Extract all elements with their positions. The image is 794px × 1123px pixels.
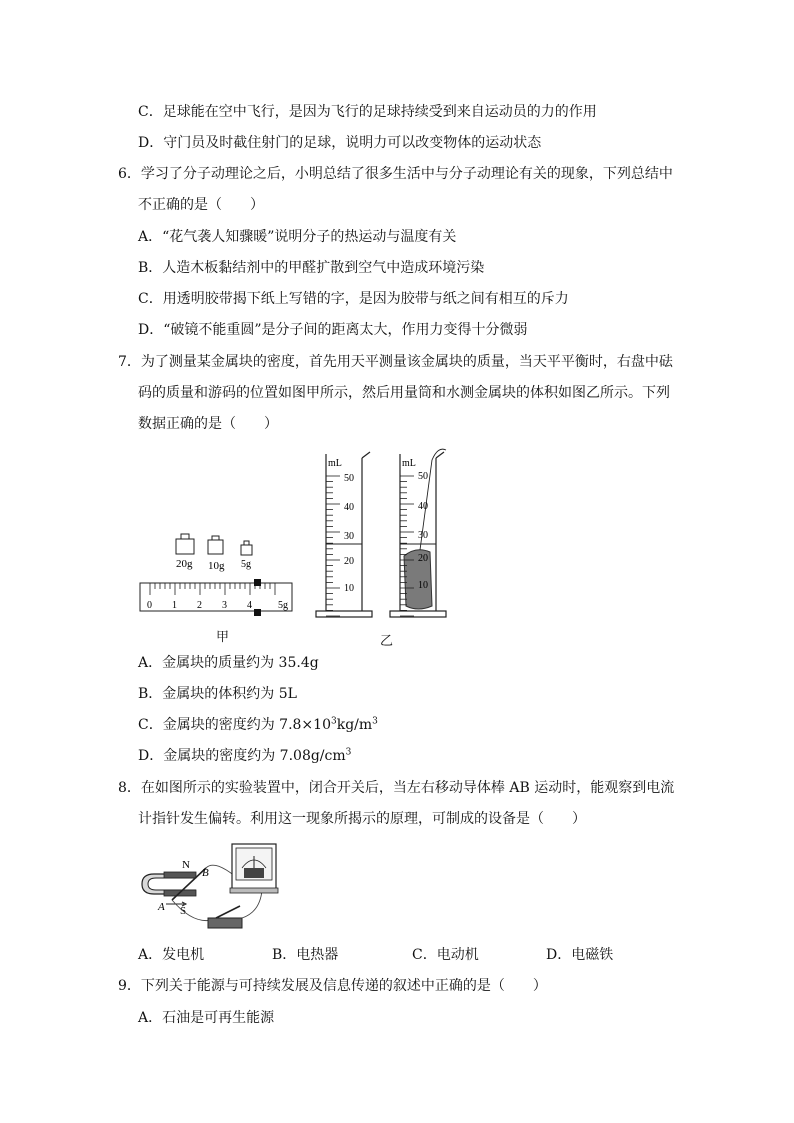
weight-label-20g: 20g (176, 558, 193, 570)
weight-20g-icon (176, 534, 194, 554)
scale-tick-label: 5g (278, 600, 288, 611)
q7-option-c: C．金属块的密度约为 $7.8\times 10^3kg/m^3$ (138, 716, 378, 733)
q7-stem-line1: 7．为了测量某金属块的密度，首先用天平测量该金属块的质量，当天平平衡时，右盘中砝 (118, 354, 673, 370)
q6-option-c: C．用透明胶带揭下纸上写错的字，是因为胶带与纸之间有相互的斥力 (138, 291, 569, 307)
q7-stem-line3: 数据正确的是（ ） (138, 416, 278, 432)
q6-option-b: B．人造木板黏结剂中的甲醛扩散到空气中造成环境污染 (138, 260, 485, 276)
cyl-tick-label: 30 (418, 530, 428, 541)
q5-option-c: C．足球能在空中飞行，是因为飞行的足球持续受到来自运动员的力的作用 (138, 104, 597, 120)
q8-option-c: C．电动机 (412, 947, 479, 963)
cylinder-water-only (316, 452, 372, 617)
balance-scale-bar (140, 583, 292, 611)
q8-option-d: D．电磁铁 (546, 947, 614, 963)
q7-option-a: A．金属块的质量约为 35.4g (138, 655, 319, 671)
q6-stem-line1: 6．学习了分子动理论之后，小明总结了很多生活中与分子动理论有关的现象，下列总结中 (118, 166, 673, 182)
cyl-tick-label: 10 (344, 583, 354, 594)
rider-bottom (254, 609, 261, 616)
q8-option-a: A．发电机 (138, 947, 205, 963)
balance-weights-figure (130, 525, 300, 620)
q6-option-d: D．“破镜不能重圆”是分子间的距离太大，作用力变得十分微弱 (138, 322, 528, 338)
rider-top (254, 579, 261, 586)
weight-label-10g: 10g (208, 560, 225, 572)
q6-stem-line2: 不正确的是（ ） (138, 197, 264, 213)
cyl-tick-label: 20 (418, 553, 428, 564)
cylinder-unit-label: mL (402, 458, 416, 469)
q8-stem-line1: 8．在如图所示的实验装置中，闭合开关后，当左右移动导体棒 AB 运动时，能观察到电流 (118, 780, 675, 796)
scale-tick-label: 2 (197, 600, 202, 611)
scale-tick-label: 0 (147, 600, 152, 611)
q6-option-a: A．“花气袭人知骤暖”说明分子的热运动与温度有关 (138, 229, 457, 245)
cyl-tick-label: 50 (418, 471, 428, 482)
cyl-tick-label: 10 (418, 580, 428, 591)
cyl-tick-label: 40 (418, 501, 428, 512)
scale-tick-label: 1 (172, 600, 177, 611)
cyl-tick-label: 30 (344, 531, 354, 542)
weight-5g-icon (241, 541, 252, 555)
figure-label-yi: 乙 (380, 634, 394, 649)
electromagnetic-induction-figure (136, 838, 296, 938)
q7-option-d: D．金属块的密度约为 $7.08g/cm^3$ (138, 747, 352, 764)
q5-option-d: D．守门员及时截住射门的足球，说明力可以改变物体的运动状态 (138, 135, 542, 151)
magnet-pole-s: S (180, 905, 187, 917)
weight-label-5g: 5g (241, 559, 251, 570)
cyl-tick-label: 40 (344, 502, 354, 513)
q9-option-a: A．石油是可再生能源 (138, 1010, 275, 1026)
q7-option-b: B．金属块的体积约为 5L (138, 686, 297, 702)
cyl-tick-label: 50 (344, 473, 354, 484)
galvanometer-icon (230, 844, 278, 893)
q7-stem-line2: 码的质量和游码的位置如图甲所示，然后用量筒和水测金属块的体积如图乙所示。下列 (138, 385, 670, 401)
scale-tick-label: 3 (222, 600, 227, 611)
weight-10g-icon (208, 536, 223, 554)
figure-label-jia: 甲 (216, 630, 230, 645)
q8-stem-line2: 计指针发生偏转。利用这一现象所揭示的原理，可制成的设备是（ ） (138, 811, 586, 827)
cyl-tick-label: 20 (344, 556, 354, 567)
cylinder-unit-label: mL (328, 458, 342, 469)
magnet-pole-n: N (182, 859, 190, 871)
conductor-label-b: B (202, 867, 209, 879)
q8-option-b: B．电热器 (272, 947, 339, 963)
conductor-label-a: A (158, 901, 165, 913)
scale-tick-label: 4 (247, 600, 252, 611)
q9-stem-line1: 9．下列关于能源与可持续发展及信息传递的叙述中正确的是（ ） (118, 978, 547, 994)
switch-icon (208, 906, 242, 928)
cylinder-with-metal-block (390, 449, 446, 617)
measuring-cylinders-figure (312, 446, 472, 624)
